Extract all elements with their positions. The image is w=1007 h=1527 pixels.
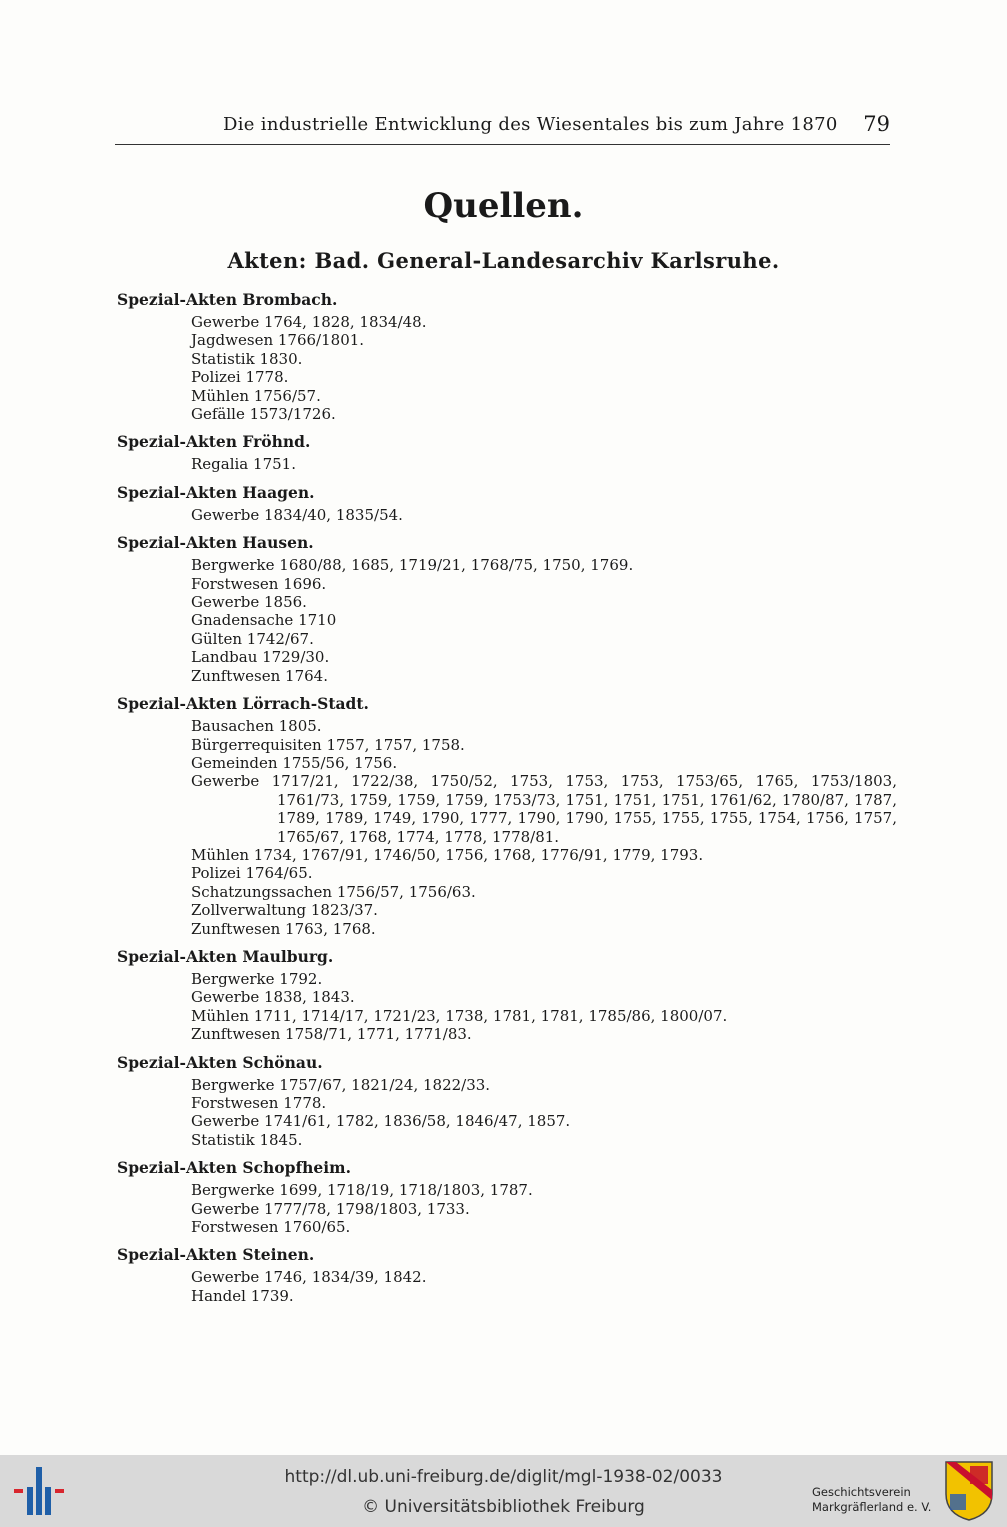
source-entry: Mühlen 1756/57. — [191, 386, 321, 405]
entry-list — [117, 970, 907, 1044]
source-section — [117, 533, 907, 685]
source-entry: Schatzungssachen 1756/57, 1756/63. — [191, 882, 476, 901]
page-title: Quellen. — [423, 186, 584, 226]
source-entry: Gewerbe 1741/61, 1782, 1836/58, 1846/47, 1857. — [191, 1112, 571, 1131]
source-entry: Mühlen 1734, 1767/91, 1746/50, 1756, 1768, 1776/91, 1779, 1793. — [191, 845, 704, 864]
source-entry: Bergwerke 1699, 1718/19, 1718/1803, 1787. — [191, 1181, 533, 1200]
copyright-notice: © Universitätsbibliothek Freiburg — [362, 1497, 645, 1517]
source-entry: Gewerbe 1856. — [191, 593, 307, 612]
page-subtitle: Akten: Bad. General-Landesarchiv Karlsruhe. — [227, 248, 780, 273]
section-heading: Spezial-Akten Fröhnd. — [117, 432, 311, 452]
source-entry: Gülten 1742/67. — [191, 629, 314, 648]
page-number: 79 — [863, 112, 890, 136]
source-entry: Gewerbe 1777/78, 1798/1803, 1733. — [191, 1199, 470, 1218]
source-entry: Forstwesen 1696. — [191, 574, 327, 593]
source-entry: Bergwerke 1757/67, 1821/24, 1822/33. — [191, 1075, 491, 1094]
source-entry: Polizei 1764/65. — [191, 864, 313, 883]
section-heading: Spezial-Akten Lörrach-Stadt. — [117, 694, 369, 714]
source-section — [117, 432, 907, 473]
source-entry: Gewerbe 1838, 1843. — [191, 988, 355, 1007]
source-entry: Bausachen 1805. — [191, 717, 322, 736]
running-title: Die industrielle Entwicklung des Wiesentales bis zum Jahre 1870 — [223, 114, 838, 135]
source-entry: Gefälle 1573/1726. — [191, 405, 336, 424]
society-crest-icon[interactable] — [944, 1460, 994, 1522]
source-entry: Regalia 1751. — [191, 455, 296, 474]
source-entry: Forstwesen 1760/65. — [191, 1218, 351, 1237]
source-entry: Gewerbe 1834/40, 1835/54. — [191, 505, 403, 524]
section-heading: Spezial-Akten Haagen. — [117, 482, 315, 502]
source-section — [117, 1053, 907, 1150]
source-entry: Bürgerrequisiten 1757, 1757, 1758. — [191, 735, 465, 754]
society-name-line2: Markgräflerland e. V. — [812, 1500, 932, 1514]
source-section — [117, 290, 907, 423]
section-heading: Spezial-Akten Steinen. — [117, 1245, 315, 1265]
entry-list — [117, 717, 907, 938]
source-entry: Statistik 1845. — [191, 1130, 303, 1149]
entry-list — [117, 313, 907, 423]
section-heading: Spezial-Akten Brombach. — [117, 290, 338, 309]
society-name[interactable] — [812, 1485, 931, 1515]
source-entry: Zunftwesen 1764. — [191, 666, 328, 685]
source-entry: Zunftwesen 1758/71, 1771, 1771/83. — [191, 1025, 472, 1044]
source-section — [117, 947, 907, 1044]
source-entry: Zunftwesen 1763, 1768. — [191, 919, 376, 938]
source-entry: Landbau 1729/30. — [191, 648, 330, 667]
source-sections — [117, 290, 907, 1314]
source-entry: Bergwerke 1680/88, 1685, 1719/21, 1768/75, 1750, 1769. — [191, 556, 634, 575]
source-section — [117, 1245, 907, 1305]
viewer-footer — [0, 1455, 1007, 1527]
source-entry: Jagdwesen 1766/1801. — [191, 331, 365, 350]
source-entry: Handel 1739. — [191, 1286, 294, 1305]
source-entry: Gnadensache 1710 — [191, 611, 337, 630]
section-heading: Spezial-Akten Schopfheim. — [117, 1158, 351, 1178]
source-entry: Gewerbe 1764, 1828, 1834/48. — [191, 313, 427, 331]
society-name-line1: Geschichtsverein — [812, 1485, 911, 1499]
entry-list — [117, 1181, 907, 1236]
document-url[interactable]: http://dl.ub.uni-freiburg.de/diglit/mgl-1938-02/0033 — [284, 1467, 723, 1487]
source-entry: Gemeinden 1755/56, 1756. — [191, 753, 398, 772]
entry-list — [117, 455, 907, 473]
source-entry: Bergwerke 1792. — [191, 969, 323, 988]
source-entry: Forstwesen 1778. — [191, 1094, 327, 1112]
entry-list — [117, 1268, 907, 1305]
running-head — [115, 114, 890, 145]
source-section — [117, 694, 907, 938]
section-heading: Spezial-Akten Schönau. — [117, 1052, 323, 1072]
source-section — [117, 1158, 907, 1236]
source-entry: Zollverwaltung 1823/37. — [191, 901, 378, 920]
source-entry: Gewerbe 1746, 1834/39, 1842. — [191, 1268, 427, 1287]
source-entry: Mühlen 1711, 1714/17, 1721/23, 1738, 1781, 1781, 1785/86, 1800/07. — [191, 1006, 728, 1025]
entry-list — [117, 556, 907, 685]
source-entry: Polizei 1778. — [191, 368, 289, 387]
source-entry: Gewerbe 1717/21, 1722/38, 1750/52, 1753, 1753, 1753, 1753/65, 1765, 1753/1803, 1761/73, 1759, 1759, 1759, 1753/73, 1751, 1751, 1751, 1761/62, 1780/87, 1787, 1789, 1789, 1749, 1790, 1777, 1790, 1790, 1755, 1755, 1755, 1754, 1756, 1757, 1765/67, 1768, 1774, 1778, 1778/81. — [191, 772, 897, 846]
entry-list — [117, 1076, 907, 1150]
entry-list — [117, 506, 907, 524]
section-heading: Spezial-Akten Maulburg. — [117, 946, 334, 966]
source-entry: Statistik 1830. — [191, 349, 303, 368]
section-heading: Spezial-Akten Hausen. — [117, 533, 314, 553]
source-section — [117, 483, 907, 524]
